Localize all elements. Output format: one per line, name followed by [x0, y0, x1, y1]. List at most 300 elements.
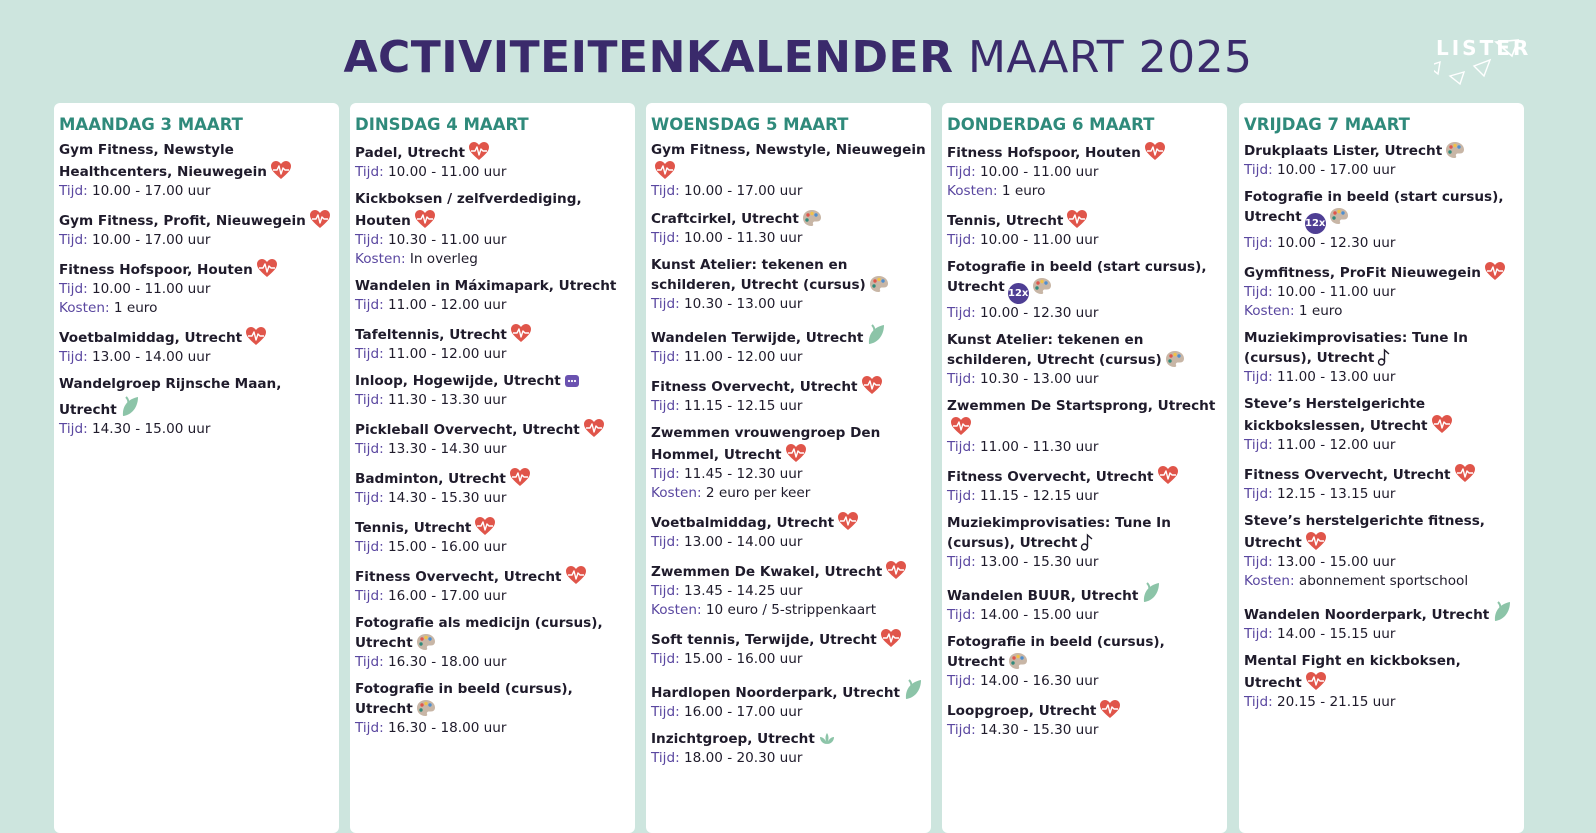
activity-cost	[355, 250, 631, 269]
activity-title	[1244, 395, 1520, 436]
activity-item	[355, 418, 631, 459]
title-main: ACTIVITEITENKALENDER	[343, 32, 954, 83]
activity-name: Wandelen Terwijde, Utrecht	[651, 330, 864, 346]
time-value: 16.00 - 17.00 uur	[683, 704, 803, 720]
time-label: Tijd:	[947, 232, 976, 248]
activity-title	[59, 258, 335, 280]
activity-name: Wandelen in Máximapark, Utrecht	[355, 278, 617, 294]
time-value: 11.00 - 12.00 uur	[387, 346, 507, 362]
activity-item	[355, 467, 631, 508]
cost-value: 2 euro per keer	[705, 485, 811, 501]
activity-name: Fitness Hofspoor, Houten	[947, 145, 1141, 161]
activity-time	[355, 653, 631, 672]
activity-item	[947, 699, 1223, 740]
activity-time	[651, 465, 927, 484]
activity-name: Steve’s Herstelgerichte kickbokslessen, Utrecht	[1244, 396, 1428, 434]
time-label: Tijd:	[947, 305, 976, 321]
cost-label: Kosten:	[651, 485, 702, 501]
activity-item	[651, 628, 927, 669]
time-label: Tijd:	[651, 750, 680, 766]
activity-title	[651, 628, 927, 650]
activity-name: Kickboksen / zelfverdediging, Houten	[355, 191, 582, 229]
activity-title	[355, 372, 631, 391]
palette-icon	[802, 209, 822, 227]
activity-name: Fitness Overvecht, Utrecht	[1244, 467, 1451, 483]
activity-name: Fotografie in beeld (cursus), Utrecht	[355, 681, 573, 717]
time-value: 11.00 - 11.30 uur	[979, 439, 1099, 455]
time-value: 13.00 - 15.30 uur	[979, 554, 1099, 570]
time-label: Tijd:	[355, 588, 384, 604]
time-value: 10.00 - 17.00 uur	[683, 183, 803, 199]
activity-name: Soft tennis, Terwijde, Utrecht	[651, 632, 877, 648]
day-title: MAANDAG 3 MAART	[59, 115, 243, 134]
time-label: Tijd:	[59, 281, 88, 297]
activity-time	[651, 582, 927, 601]
activity-time	[947, 721, 1223, 740]
activity-title	[355, 418, 631, 440]
heart-pulse-icon	[1157, 465, 1179, 485]
activity-title	[355, 141, 631, 163]
activity-item	[947, 258, 1223, 323]
activity-item	[1244, 261, 1520, 321]
time-value: 10.00 - 12.30 uur	[979, 305, 1099, 321]
activity-title	[355, 467, 631, 489]
time-value: 10.30 - 11.00 uur	[387, 232, 507, 248]
palette-icon	[416, 699, 436, 717]
activity-name: Tennis, Utrecht	[947, 213, 1064, 229]
activity-item	[651, 375, 927, 416]
activity-item	[947, 209, 1223, 250]
time-label: Tijd:	[947, 554, 976, 570]
activity-time	[947, 487, 1223, 506]
time-value: 14.30 - 15.00 uur	[91, 421, 211, 437]
time-value: 18.00 - 20.30 uur	[683, 750, 803, 766]
activity-title	[651, 209, 927, 229]
activity-time	[1244, 693, 1520, 712]
activity-item	[651, 209, 927, 248]
heart-pulse-icon	[1144, 141, 1166, 161]
time-value: 13.30 - 14.30 uur	[387, 441, 507, 457]
activity-title	[651, 511, 927, 533]
heart-pulse-icon	[885, 560, 907, 580]
cost-label: Kosten:	[59, 300, 110, 316]
activity-title	[1244, 463, 1520, 485]
activity-name: Hardlopen Noorderpark, Utrecht	[651, 685, 900, 701]
cost-value: 10 euro / 5-strippenkaart	[705, 602, 877, 618]
time-label: Tijd:	[947, 164, 976, 180]
time-label: Tijd:	[355, 164, 384, 180]
activity-name: Voetbalmiddag, Utrecht	[651, 515, 835, 531]
activity-time	[1244, 234, 1520, 253]
time-value: 15.00 - 16.00 uur	[387, 539, 507, 555]
palette-icon	[1008, 652, 1028, 670]
activity-name: Wandelgroep Rijnsche Maan, Utrecht	[59, 376, 282, 418]
activity-item	[355, 190, 631, 269]
time-label: Tijd:	[651, 583, 680, 599]
activity-time	[59, 231, 335, 250]
cost-label: Kosten:	[651, 602, 702, 618]
time-label: Tijd:	[947, 673, 976, 689]
activity-item	[355, 323, 631, 364]
activity-item	[947, 514, 1223, 572]
time-value: 11.00 - 12.00 uur	[387, 297, 507, 313]
activity-item	[59, 326, 335, 367]
time-label: Tijd:	[1244, 694, 1273, 710]
activity-name: Craftcirkel, Utrecht	[651, 211, 799, 227]
time-value: 13.00 - 14.00 uur	[91, 349, 211, 365]
time-value: 15.00 - 16.00 uur	[683, 651, 803, 667]
activity-item	[651, 511, 927, 552]
activity-time	[651, 348, 927, 367]
activity-name: Inloop, Hogewijde, Utrecht	[355, 373, 561, 389]
activity-title	[59, 209, 335, 231]
time-value: 10.00 - 11.30 uur	[683, 230, 803, 246]
cost-label: Kosten:	[1244, 573, 1295, 589]
activity-item	[651, 141, 927, 201]
time-label: Tijd:	[947, 371, 976, 387]
time-value: 13.00 - 14.00 uur	[683, 534, 803, 550]
heart-pulse-icon	[468, 141, 490, 161]
time-label: Tijd:	[651, 230, 680, 246]
time-label: Tijd:	[651, 466, 680, 482]
activity-time	[355, 719, 631, 738]
time-label: Tijd:	[947, 722, 976, 738]
time-label: Tijd:	[651, 296, 680, 312]
activity-title	[651, 424, 927, 465]
time-value: 10.00 - 11.00 uur	[91, 281, 211, 297]
activity-cost	[59, 299, 335, 318]
page-title	[0, 32, 1596, 83]
time-label: Tijd:	[1244, 162, 1273, 178]
lister-logo	[1434, 36, 1554, 92]
time-value: 11.45 - 12.30 uur	[683, 466, 803, 482]
time-value: 10.00 - 11.00 uur	[979, 164, 1099, 180]
activity-name: Mental Fight en kickboksen, Utrecht	[1244, 653, 1461, 691]
activity-title	[651, 677, 927, 703]
activity-time	[651, 397, 927, 416]
time-label: Tijd:	[651, 704, 680, 720]
time-value: 16.30 - 18.00 uur	[387, 720, 507, 736]
time-value: 10.00 - 12.30 uur	[1276, 235, 1396, 251]
activity-item	[1244, 329, 1520, 387]
activity-item	[59, 141, 335, 201]
activity-item	[1244, 463, 1520, 504]
heart-pulse-icon	[1066, 209, 1088, 229]
activity-title	[947, 514, 1223, 553]
time-label: Tijd:	[355, 720, 384, 736]
activity-time	[947, 672, 1223, 691]
time-value: 16.00 - 17.00 uur	[387, 588, 507, 604]
time-label: Tijd:	[355, 232, 384, 248]
activity-name: Zwemmen De Kwakel, Utrecht	[651, 564, 883, 580]
activity-name: Inzichtgroep, Utrecht	[651, 731, 815, 747]
activity-item	[651, 677, 927, 722]
activity-time	[355, 231, 631, 250]
time-label: Tijd:	[1244, 554, 1273, 570]
activity-name: Muziekimprovisaties: Tune In (cursus), Utrecht	[1244, 330, 1468, 366]
activity-name: Tafeltennis, Utrecht	[355, 327, 507, 343]
leaf-icon	[120, 394, 140, 418]
activity-title	[355, 680, 631, 719]
leaf-icon	[1141, 580, 1161, 604]
calendar-columns	[54, 103, 1546, 833]
heart-pulse-icon	[1431, 414, 1453, 434]
time-value: 13.00 - 15.00 uur	[1276, 554, 1396, 570]
activity-name: Wandelen Noorderpark, Utrecht	[1244, 607, 1490, 623]
activity-name: Gym Fitness, Profit, Nieuwegein	[59, 213, 306, 229]
heart-pulse-icon	[861, 375, 883, 395]
activity-name: Muziekimprovisaties: Tune In (cursus), Utrecht	[947, 515, 1171, 551]
music-note-icon	[1080, 533, 1094, 551]
title-month: MAART 2025	[967, 32, 1253, 83]
activity-name: Padel, Utrecht	[355, 145, 465, 161]
activity-time	[947, 370, 1223, 389]
activity-item	[947, 331, 1223, 389]
activity-cost	[1244, 302, 1520, 321]
cost-value: abonnement sportschool	[1298, 573, 1469, 589]
time-label: Tijd:	[1244, 486, 1273, 502]
activity-title	[1244, 329, 1520, 368]
activity-title	[947, 633, 1223, 672]
time-label: Tijd:	[355, 441, 384, 457]
activity-item	[355, 516, 631, 557]
activity-time	[1244, 485, 1520, 504]
activity-time	[1244, 283, 1520, 302]
day-column	[54, 103, 339, 833]
activity-name: Gym Fitness, Newstyle, Nieuwegein	[651, 142, 926, 158]
leaf-icon	[903, 677, 923, 701]
logo-text: LISTER	[1436, 36, 1532, 60]
day-title: VRIJDAG 7 MAART	[1244, 115, 1410, 134]
time-label: Tijd:	[1244, 437, 1273, 453]
heart-pulse-icon	[1099, 699, 1121, 719]
activity-item	[355, 141, 631, 182]
heart-pulse-icon	[565, 565, 587, 585]
music-note-icon	[1377, 348, 1391, 366]
activity-name: Pickleball Overvecht, Utrecht	[355, 422, 580, 438]
activity-title	[355, 516, 631, 538]
activity-time	[651, 533, 927, 552]
activity-title	[947, 580, 1223, 606]
time-label: Tijd:	[651, 349, 680, 365]
time-label: Tijd:	[947, 607, 976, 623]
activity-time	[355, 296, 631, 315]
time-value: 10.00 - 17.00 uur	[91, 183, 211, 199]
activity-name: Fotografie als medicijn (cursus), Utrecht	[355, 615, 603, 651]
chat-icon	[564, 373, 580, 389]
activity-name: Fotografie in beeld (cursus), Utrecht	[947, 634, 1165, 670]
time-label: Tijd:	[59, 183, 88, 199]
activity-title	[355, 277, 631, 296]
activity-time	[1244, 368, 1520, 387]
activity-time	[1244, 625, 1520, 644]
activity-name: Tennis, Utrecht	[355, 520, 472, 536]
time-label: Tijd:	[1244, 369, 1273, 385]
heart-pulse-icon	[950, 416, 972, 436]
activity-title	[947, 258, 1223, 304]
time-value: 11.30 - 13.30 uur	[387, 392, 507, 408]
activity-time	[947, 163, 1223, 182]
activity-item	[1244, 599, 1520, 644]
palette-icon	[1445, 141, 1465, 159]
time-label: Tijd:	[355, 297, 384, 313]
activity-item	[355, 680, 631, 738]
activity-time	[651, 703, 927, 722]
heart-pulse-icon	[510, 323, 532, 343]
activity-title	[651, 560, 927, 582]
heart-pulse-icon	[1305, 671, 1327, 691]
time-value: 10.00 - 11.00 uur	[979, 232, 1099, 248]
leaf-icon	[866, 322, 886, 346]
activity-title	[1244, 599, 1520, 625]
activity-time	[355, 163, 631, 182]
activity-name: Fitness Overvecht, Utrecht	[355, 569, 562, 585]
activity-title	[1244, 141, 1520, 161]
activity-item	[651, 322, 927, 367]
time-value: 11.00 - 12.00 uur	[1276, 437, 1396, 453]
time-value: 14.00 - 15.00 uur	[979, 607, 1099, 623]
activity-item	[651, 560, 927, 620]
day-title: WOENSDAG 5 MAART	[651, 115, 849, 134]
activity-title	[651, 375, 927, 397]
activity-time	[1244, 436, 1520, 455]
lotus-icon	[818, 731, 836, 747]
time-value: 10.30 - 13.00 uur	[683, 296, 803, 312]
time-value: 10.00 - 17.00 uur	[1276, 162, 1396, 178]
activity-item	[947, 141, 1223, 201]
activity-time	[1244, 553, 1520, 572]
activity-item	[1244, 652, 1520, 712]
activity-time	[355, 391, 631, 410]
time-value: 11.00 - 12.00 uur	[683, 349, 803, 365]
activity-item	[1244, 512, 1520, 591]
activity-item	[355, 614, 631, 672]
heart-pulse-icon	[880, 628, 902, 648]
time-label: Tijd:	[59, 232, 88, 248]
activity-title	[355, 323, 631, 345]
day-title: DONDERDAG 6 MAART	[947, 115, 1155, 134]
time-label: Tijd:	[1244, 626, 1273, 642]
activity-name: Loopgroep, Utrecht	[947, 703, 1097, 719]
activity-title	[947, 465, 1223, 487]
time-label: Tijd:	[59, 421, 88, 437]
activity-title	[947, 331, 1223, 370]
time-label: Tijd:	[947, 488, 976, 504]
activity-time	[651, 650, 927, 669]
activity-time	[355, 440, 631, 459]
activity-item	[947, 580, 1223, 625]
activity-item	[59, 375, 335, 439]
time-label: Tijd:	[355, 654, 384, 670]
activity-item	[651, 730, 927, 768]
time-label: Tijd:	[651, 183, 680, 199]
activity-item	[355, 565, 631, 606]
activity-item	[59, 258, 335, 318]
activity-time	[59, 348, 335, 367]
activity-time	[651, 229, 927, 248]
activity-title	[59, 326, 335, 348]
leaf-icon	[1492, 599, 1512, 623]
course-count-badge: 12x	[1305, 213, 1326, 234]
activity-time	[651, 749, 927, 768]
heart-pulse-icon	[583, 418, 605, 438]
cost-label: Kosten:	[947, 183, 998, 199]
activity-title	[59, 141, 335, 182]
time-label: Tijd:	[651, 534, 680, 550]
activity-name: Steve’s herstelgerichte fitness, Utrecht	[1244, 513, 1485, 551]
activity-cost	[651, 484, 927, 503]
activity-item	[1244, 141, 1520, 180]
activity-time	[355, 345, 631, 364]
activity-time	[59, 182, 335, 201]
day-title: DINSDAG 4 MAART	[355, 115, 529, 134]
palette-icon	[416, 633, 436, 651]
heart-pulse-icon	[309, 209, 331, 229]
activity-title	[651, 730, 927, 749]
time-value: 10.00 - 11.00 uur	[1276, 284, 1396, 300]
time-value: 14.00 - 16.30 uur	[979, 673, 1099, 689]
heart-pulse-icon	[1305, 531, 1327, 551]
heart-pulse-icon	[837, 511, 859, 531]
activity-name: Voetbalmiddag, Utrecht	[59, 330, 243, 346]
activity-time	[59, 280, 335, 299]
activity-name: Gymfitness, ProFit Nieuwegein	[1244, 265, 1481, 281]
activity-item	[59, 209, 335, 250]
heart-pulse-icon	[270, 160, 292, 180]
activity-cost	[947, 182, 1223, 201]
activity-time	[651, 182, 927, 201]
activity-title	[947, 397, 1223, 438]
heart-pulse-icon	[245, 326, 267, 346]
activity-time	[947, 438, 1223, 457]
activity-time	[947, 606, 1223, 625]
activity-name: Badminton, Utrecht	[355, 471, 506, 487]
heart-pulse-icon	[474, 516, 496, 536]
day-column	[350, 103, 635, 833]
time-label: Tijd:	[651, 651, 680, 667]
activity-name: Kunst Atelier: tekenen en schilderen, Utrecht (cursus)	[651, 257, 866, 293]
heart-pulse-icon	[785, 443, 807, 463]
heart-pulse-icon	[654, 160, 676, 180]
activity-name: Fitness Overvecht, Utrecht	[651, 379, 858, 395]
activity-title	[1244, 512, 1520, 553]
activity-time	[355, 587, 631, 606]
activity-item	[947, 397, 1223, 457]
activity-title	[355, 614, 631, 653]
time-label: Tijd:	[1244, 235, 1273, 251]
activity-title	[355, 190, 631, 231]
time-value: 10.00 - 17.00 uur	[91, 232, 211, 248]
time-value: 20.15 - 21.15 uur	[1276, 694, 1396, 710]
heart-pulse-icon	[1484, 261, 1506, 281]
time-label: Tijd:	[355, 392, 384, 408]
activity-name: Zwemmen De Startsprong, Utrecht	[947, 398, 1216, 414]
time-value: 13.45 - 14.25 uur	[683, 583, 803, 599]
activity-name: Fotografie in beeld (start cursus), Utrecht	[947, 259, 1207, 295]
palette-icon	[1329, 207, 1349, 225]
activity-time	[355, 489, 631, 508]
activity-title	[1244, 261, 1520, 283]
time-value: 11.15 - 12.15 uur	[683, 398, 803, 414]
time-label: Tijd:	[1244, 284, 1273, 300]
heart-pulse-icon	[414, 209, 436, 229]
time-value: 16.30 - 18.00 uur	[387, 654, 507, 670]
activity-time	[947, 553, 1223, 572]
activity-name: Kunst Atelier: tekenen en schilderen, Utrecht (cursus)	[947, 332, 1162, 368]
time-label: Tijd:	[355, 539, 384, 555]
activity-time	[947, 231, 1223, 250]
activity-title	[947, 141, 1223, 163]
